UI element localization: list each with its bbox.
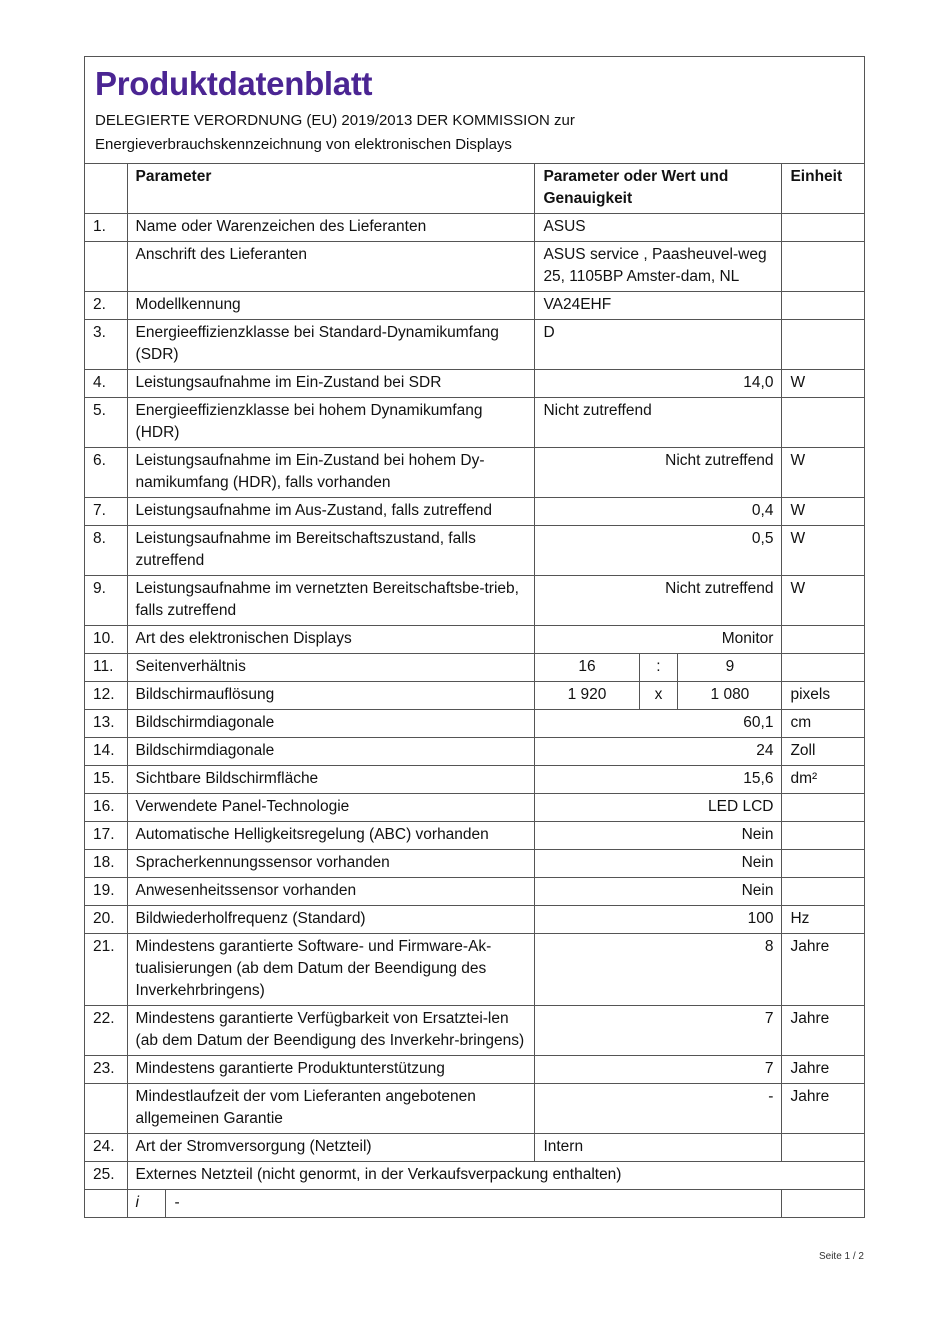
value-cell: 8 [535, 934, 782, 1006]
table-row [85, 214, 864, 242]
unit-cell [782, 398, 864, 448]
value-cell: 15,6 [535, 766, 782, 794]
table-row [85, 448, 864, 498]
row-number: 14. [85, 738, 127, 766]
unit-cell: Jahre [782, 1056, 864, 1084]
parameter-label: Anwesenheitssensor vorhanden [127, 878, 535, 906]
value-separator: : [639, 654, 678, 682]
row-number: 5. [85, 398, 127, 448]
row-number: 9. [85, 576, 127, 626]
row-number [85, 242, 127, 292]
unit-cell: W [782, 370, 864, 398]
unit-cell: W [782, 526, 864, 576]
unit-cell [782, 878, 864, 906]
row-number: 6. [85, 448, 127, 498]
parameter-label: Modellkennung [127, 292, 535, 320]
parameter-label: Verwendete Panel-Technologie [127, 794, 535, 822]
table-row [85, 822, 864, 850]
unit-cell: dm² [782, 766, 864, 794]
parameter-label: Art der Stromversorgung (Netzteil) [127, 1134, 535, 1162]
unit-cell [782, 214, 864, 242]
value-cell: 60,1 [535, 710, 782, 738]
value-part-a: 16 [535, 654, 639, 682]
value-cell: 24 [535, 738, 782, 766]
table-row [85, 292, 864, 320]
unit-cell [782, 292, 864, 320]
value-cell: ASUS service , Paasheuvel-weg 25, 1105BP Amster-dam, NL [535, 242, 782, 292]
table-row [85, 498, 864, 526]
parameter-label: Bildschirmdiagonale [127, 710, 535, 738]
value-cell: Nicht zutreffend [535, 398, 782, 448]
unit-cell: Jahre [782, 1006, 864, 1056]
table-row [85, 1056, 864, 1084]
value-cell: Intern [535, 1134, 782, 1162]
row-number: 18. [85, 850, 127, 878]
value-cell: 0,5 [535, 526, 782, 576]
unit-cell [782, 850, 864, 878]
table-row [85, 370, 864, 398]
unit-cell: cm [782, 710, 864, 738]
parameter-label: Energieeffizienzklasse bei hohem Dynamikumfang (HDR) [127, 398, 535, 448]
parameter-label: Bildschirmdiagonale [127, 738, 535, 766]
parameter-label: Bildwiederholfrequenz (Standard) [127, 906, 535, 934]
unit-cell: Zoll [782, 738, 864, 766]
value-cell: Nein [535, 878, 782, 906]
title-block [85, 57, 864, 164]
table-row [85, 1190, 864, 1218]
row-number: 13. [85, 710, 127, 738]
parameter-label: Anschrift des Lieferanten [127, 242, 535, 292]
unit-cell: W [782, 576, 864, 626]
value-part-b: 1 080 [678, 682, 782, 710]
row-number-cell [85, 1190, 127, 1218]
parameter-label: Leistungsaufnahme im Ein-Zustand bei SDR [127, 370, 535, 398]
row-number: 16. [85, 794, 127, 822]
value-cell: - [535, 1084, 782, 1134]
row-number: 2. [85, 292, 127, 320]
row-number: 20. [85, 906, 127, 934]
row-number: 1. [85, 214, 127, 242]
sub-item-label: i [127, 1190, 166, 1218]
row-number: 25. [85, 1162, 127, 1190]
table-row [85, 710, 864, 738]
parameter-label: Bildschirmauflösung [127, 682, 535, 710]
row-number [85, 1084, 127, 1134]
table-row [85, 934, 864, 1006]
table-row [85, 576, 864, 626]
table-row [85, 654, 864, 682]
document-title: Produktdatenblatt [95, 65, 373, 102]
row-number: 10. [85, 626, 127, 654]
row-number: 19. [85, 878, 127, 906]
row-number: 4. [85, 370, 127, 398]
parameter-label: Leistungsaufnahme im Ein-Zustand bei hohem Dy-namikumfang (HDR), falls vorhanden [127, 448, 535, 498]
value-cell: 0,4 [535, 498, 782, 526]
parameter-label: Seitenverhältnis [127, 654, 535, 682]
table-row [85, 878, 864, 906]
sub-item-value: - [166, 1190, 782, 1218]
parameter-label: Automatische Helligkeitsregelung (ABC) vorhanden [127, 822, 535, 850]
parameter-label: Leistungsaufnahme im Bereitschaftszustand, falls zutreffend [127, 526, 535, 576]
value-cell: LED LCD [535, 794, 782, 822]
unit-cell [782, 794, 864, 822]
unit-cell: Jahre [782, 1084, 864, 1134]
parameter-label: Mindestens garantierte Verfügbarkeit von Ersatztei-len (ab dem Datum der Beendigung des Inverkehr-bringens) [127, 1006, 535, 1056]
parameter-label: Mindestens garantierte Software- und Firmware-Ak-tualisierungen (ab dem Datum der Beendigung des Inverkehrbringens) [127, 934, 535, 1006]
value-cell: ASUS [535, 214, 782, 242]
table-row [85, 242, 864, 292]
parameter-label: Mindestlaufzeit der vom Lieferanten angebotenen allgemeinen Garantie [127, 1084, 535, 1134]
parameter-label: Art des elektronischen Displays [127, 626, 535, 654]
row-number: 8. [85, 526, 127, 576]
table-row [85, 398, 864, 448]
table-row [85, 1162, 864, 1190]
value-cell: D [535, 320, 782, 370]
unit-cell [782, 242, 864, 292]
table-row [85, 794, 864, 822]
table-row [85, 526, 864, 576]
value-cell: Nicht zutreffend [535, 448, 782, 498]
parameter-label: Name oder Warenzeichen des Lieferanten [127, 214, 535, 242]
document-subtitle-line-1: DELEGIERTE VERORDNUNG (EU) 2019/2013 DER KOMMISSION zur [95, 112, 575, 129]
unit-cell [782, 626, 864, 654]
value-cell: 14,0 [535, 370, 782, 398]
row-number: 11. [85, 654, 127, 682]
value-cell: VA24EHF [535, 292, 782, 320]
table-row [85, 1084, 864, 1134]
unit-cell [782, 320, 864, 370]
header-number-cell [85, 164, 127, 214]
value-separator: x [639, 682, 678, 710]
row-number: 21. [85, 934, 127, 1006]
value-part-b: 9 [678, 654, 782, 682]
parameter-label: Leistungsaufnahme im Aus-Zustand, falls zutreffend [127, 498, 535, 526]
table-row [85, 682, 864, 710]
value-part-a: 1 920 [535, 682, 639, 710]
header-value: Parameter oder Wert und Genauigkeit [535, 164, 782, 214]
unit-cell [782, 822, 864, 850]
unit-cell: pixels [782, 682, 864, 710]
value-cell: 7 [535, 1056, 782, 1084]
unit-cell [782, 1134, 864, 1162]
row-number: 17. [85, 822, 127, 850]
table-row [85, 850, 864, 878]
table-row [85, 1006, 864, 1056]
header-parameter: Parameter [127, 164, 535, 214]
parameter-label: Leistungsaufnahme im vernetzten Bereitschaftsbe-trieb, falls zutreffend [127, 576, 535, 626]
table-row [85, 738, 864, 766]
table-row [85, 320, 864, 370]
parameter-table [85, 164, 864, 1217]
parameter-label: Energieeffizienzklasse bei Standard-Dynamikumfang (SDR) [127, 320, 535, 370]
parameter-label: Spracherkennungssensor vorhanden [127, 850, 535, 878]
unit-cell: Jahre [782, 934, 864, 1006]
unit-cell: W [782, 498, 864, 526]
value-cell: Monitor [535, 626, 782, 654]
value-cell: Nein [535, 850, 782, 878]
parameter-label: Externes Netzteil (nicht genormt, in der Verkaufsverpackung enthalten) [127, 1162, 864, 1190]
table-row [85, 1134, 864, 1162]
table-row [85, 626, 864, 654]
parameter-label: Sichtbare Bildschirmfläche [127, 766, 535, 794]
table-row [85, 766, 864, 794]
parameter-label: Mindestens garantierte Produktunterstützung [127, 1056, 535, 1084]
value-cell: Nein [535, 822, 782, 850]
page-number: Seite 1 / 2 [818, 1251, 864, 1262]
row-number: 15. [85, 766, 127, 794]
value-cell: 100 [535, 906, 782, 934]
unit-cell: W [782, 448, 864, 498]
unit-cell [782, 1190, 864, 1218]
document-subtitle-line-2: Energieverbrauchskennzeichnung von elektronischen Displays [95, 136, 512, 153]
table-header-row [85, 164, 864, 214]
row-number: 24. [85, 1134, 127, 1162]
row-number: 12. [85, 682, 127, 710]
row-number: 3. [85, 320, 127, 370]
unit-cell [782, 654, 864, 682]
product-data-sheet [84, 56, 865, 1218]
value-cell: Nicht zutreffend [535, 576, 782, 626]
table-row [85, 906, 864, 934]
unit-cell: Hz [782, 906, 864, 934]
value-cell: 7 [535, 1006, 782, 1056]
row-number: 7. [85, 498, 127, 526]
row-number: 22. [85, 1006, 127, 1056]
row-number: 23. [85, 1056, 127, 1084]
header-unit: Einheit [782, 164, 864, 214]
